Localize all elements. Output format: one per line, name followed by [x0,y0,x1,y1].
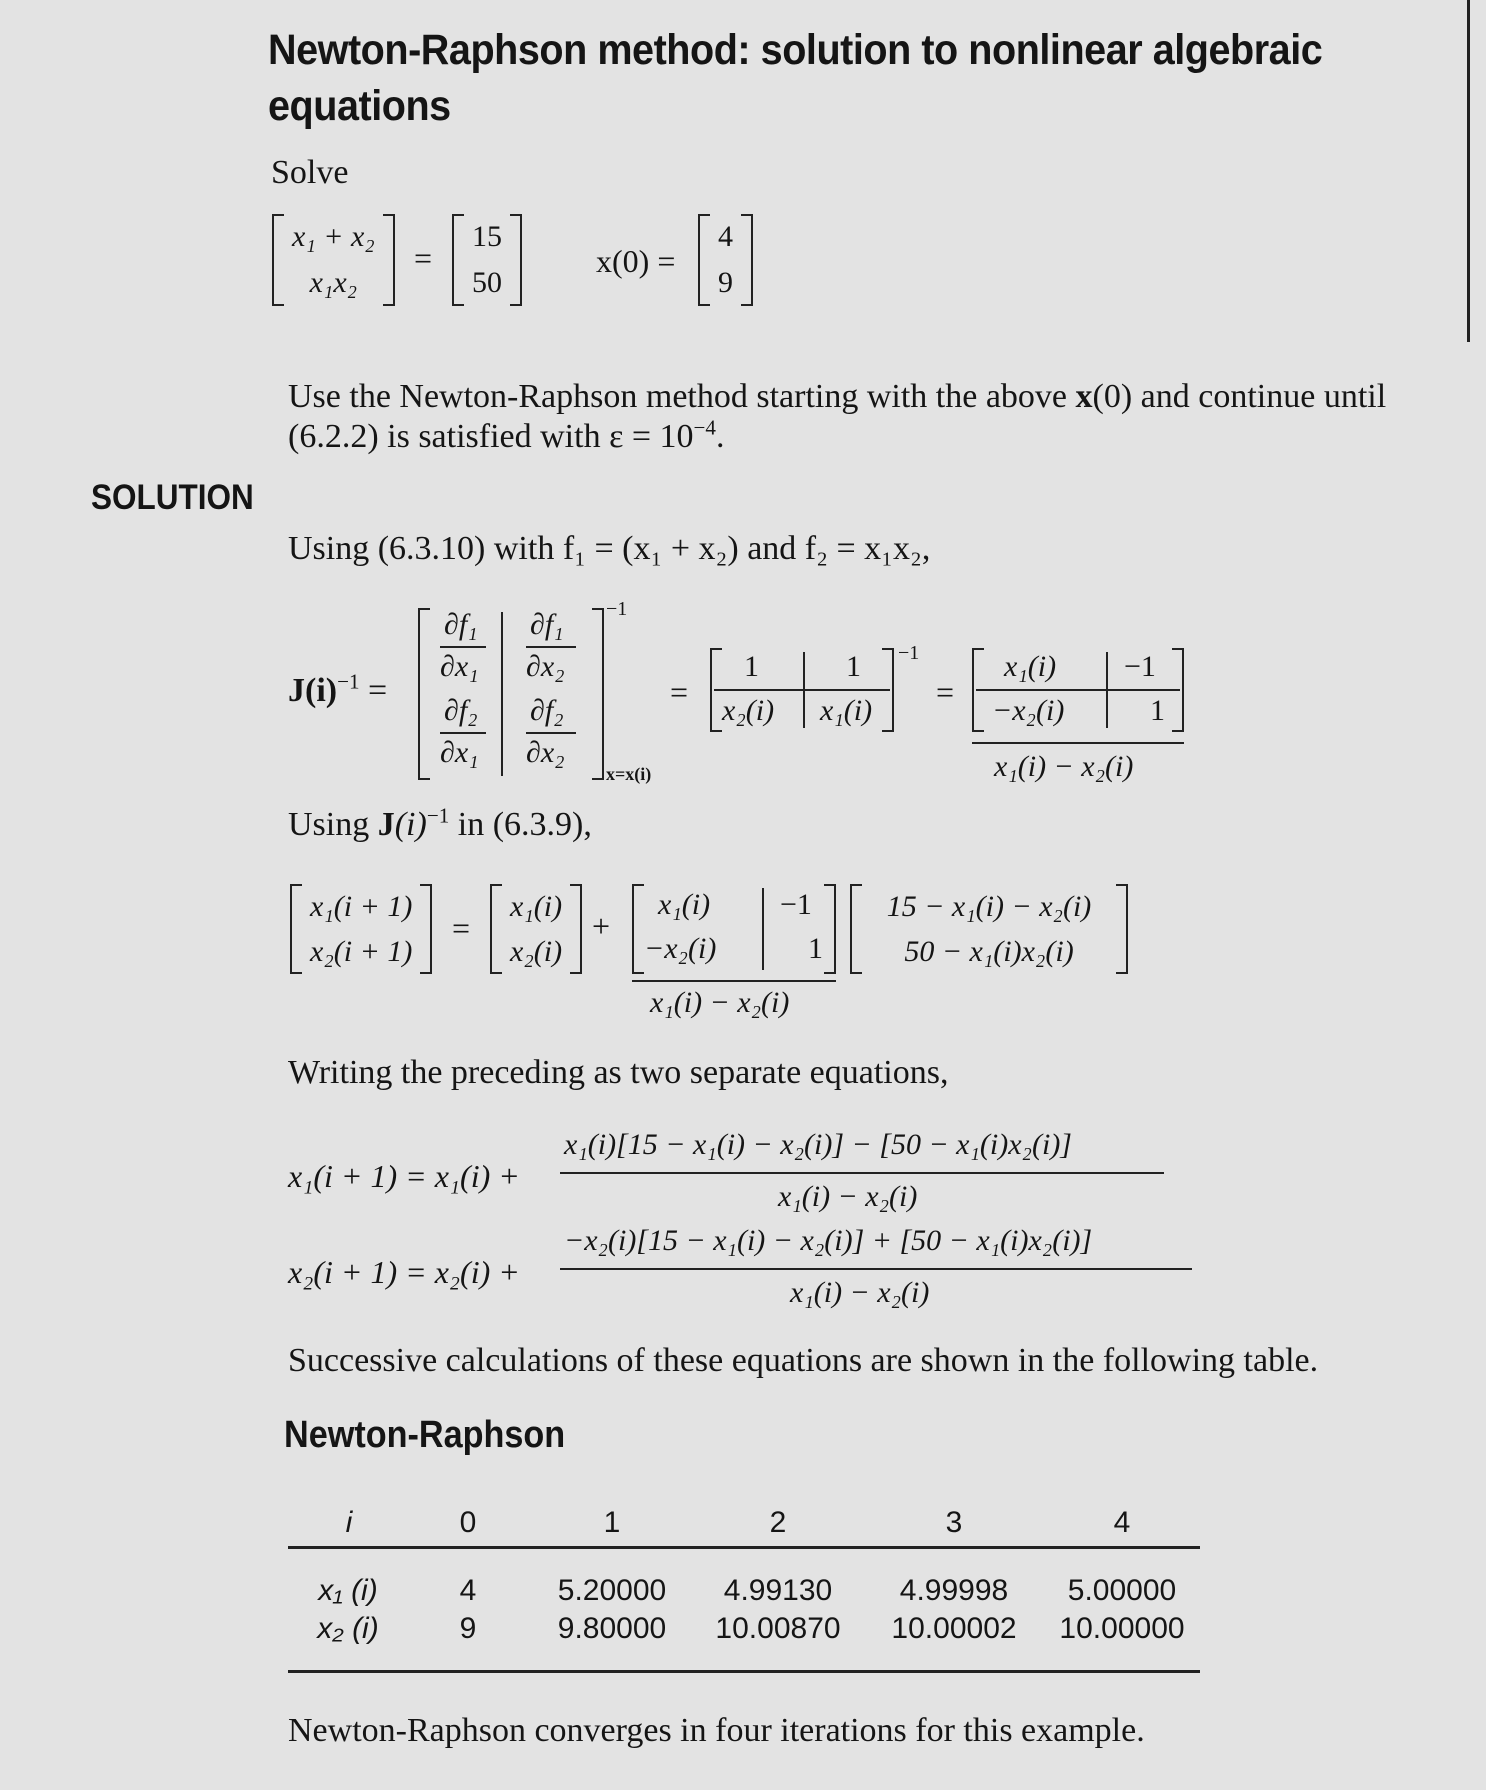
jacobian-lhs-exp: −1 [337,669,360,694]
table-cell: 10.00002 [891,1612,1017,1645]
equals-sign: = [936,674,955,710]
right-matrix-vline [1106,652,1108,728]
eq2-fraction-line [560,1268,1192,1270]
x0-matrix [698,214,753,306]
update-minus-one: −1 [780,888,812,921]
eq1-numerator: x₁(i)[15 − x₁(i) − x₂(i)] − [50 − x₁(i)x₂(i)] [564,1128,1072,1161]
equals-sign: = [670,674,689,710]
jacobian-lhs [288,669,388,710]
jacobian-eq: = [368,672,388,709]
table-cell: 4 [459,1574,477,1607]
update-x1: x₁(i) [658,888,711,921]
table-cell: 10.00870 [715,1612,841,1645]
mid-matrix-vline [803,652,805,728]
successive-line: Successive calculations of these equations are shown in the following table. [288,1342,1319,1379]
residual-matrix [850,884,1128,974]
jacobian-inverse-exp: −1 [606,598,628,620]
partial-x1: ∂x₁ [440,650,479,683]
table-cell: 9.80000 [557,1612,667,1645]
table-row-label: x₂ (i) [317,1612,379,1645]
x0-label: x(0) = [596,243,676,279]
partial-frac-line [526,732,576,734]
using-j-exp: −1 [426,803,450,828]
mid-x2: x₂(i) [722,694,775,727]
jacobian-col-divider [501,612,503,776]
eq1-fraction-line [560,1172,1164,1174]
table-title: Newton-Raphson [284,1414,566,1456]
right-neg-x2: −x₂(i) [992,694,1065,727]
solve-label: Solve [271,154,349,191]
using-j-line [288,803,592,844]
partial-f1b: ∂f₁ [530,608,564,641]
table-cell: 4.99998 [899,1574,1009,1607]
page-edge-rule [1467,0,1470,342]
current-x1: x₁(i) [510,889,563,923]
rhs-row-2: 50 [472,266,502,299]
instruction-bold-x: x [1075,378,1093,415]
mid-one-a: 1 [744,650,759,683]
eq1-denominator: x₁(i) − x₂(i) [778,1180,918,1213]
lhs-matrix [272,214,395,306]
table-header-i: i [345,1506,353,1539]
table-header-0: 0 [459,1506,477,1539]
eq2-numerator: −x₂(i)[15 − x₁(i) − x₂(i)] + [50 − x₁(i)x₂(i)] [564,1224,1093,1257]
right-fraction-line [972,742,1184,744]
using-j-end: in (6.3.9), [449,806,592,843]
partial-x2: ∂x₂ [526,650,565,683]
instruction-line-2 [288,415,725,456]
using-j-bold: J [377,806,395,843]
mid-matrix-hline [714,689,890,691]
partial-frac-line [526,646,576,648]
table-header-2: 2 [769,1506,787,1539]
equals-sign: = [452,910,471,946]
mid-one-b: 1 [846,650,861,683]
page-title: Newton-Raphson method: solution to nonlinear algebraic equations [268,26,1323,130]
residual-2: 50 − x₁(i)x₂(i) [904,934,1074,968]
table-cell: 9 [459,1612,477,1645]
table-cell: 10.00000 [1059,1612,1185,1645]
right-denominator: x₁(i) − x₂(i) [994,750,1134,783]
right-x1: x₁(i) [1004,650,1057,683]
lhs-row-2: x₁x₂ [309,266,358,299]
mid-inverse-exp: −1 [898,642,920,664]
update-fraction-line [632,980,836,982]
conclusion-line: Newton-Raphson converges in four iterations for this example. [288,1712,1145,1749]
partial-f2b: ∂f₂ [530,694,564,727]
next-x-matrix [290,884,432,974]
partial-f2: ∂f₂ [444,694,478,727]
residual-1: 15 − x₁(i) − x₂(i) [886,889,1092,923]
table-row-label: x₁ (i) [318,1574,378,1607]
table-header-1: 1 [603,1506,621,1539]
using-j-post: (i) [394,806,427,843]
using-line: Using (6.3.10) with f₁ = (x₁ + x₂) and f₂ = x₁x₂, [288,530,931,567]
instruction-end: . [715,418,725,455]
partial-frac-line [440,732,486,734]
plus-sign: + [592,908,611,944]
table-header-rule [288,1546,1200,1549]
table-cell: 4.99130 [723,1574,833,1607]
eq2-denominator: x₁(i) − x₂(i) [790,1276,930,1309]
rhs-matrix [452,214,522,306]
partial-x1b: ∂x₁ [440,736,479,769]
next-x2: x₂(i + 1) [310,934,413,968]
jacobian-eval-at: x=x(i) [606,764,652,784]
partial-x2b: ∂x₂ [526,736,565,769]
current-x2: x₂(i) [510,934,563,968]
current-x-matrix [490,884,582,974]
right-minus-one: −1 [1124,650,1156,683]
instruction-exp: −4 [693,415,716,440]
next-x1: x₁(i + 1) [310,889,413,923]
table-cell: 5.20000 [557,1574,667,1607]
equals-sign: = [414,240,433,276]
right-one: 1 [1150,694,1165,727]
x0-row-2: 9 [718,266,733,299]
rhs-row-1: 15 [472,220,502,253]
partial-frac-line [440,646,486,648]
update-one: 1 [808,932,823,965]
eq1-lhs: x₁(i + 1) = x₁(i) + [288,1158,520,1194]
x0-row-1: 4 [718,220,733,253]
solution-label: SOLUTION [91,478,254,517]
eq2-lhs: x₂(i + 1) = x₂(i) + [288,1254,520,1290]
table-bottom-rule [288,1670,1200,1673]
update-inverse-vline [762,888,764,970]
mid-x1: x₁(i) [820,694,873,727]
lhs-row-1: x₁ + x₂ [292,220,375,253]
instruction-line-1 [288,378,1386,416]
instruction-post: (0) and continue until [1092,378,1387,415]
partial-f1: ∂f₁ [444,608,478,641]
jacobian-lhs-text: J(i) [288,672,338,709]
instruction-pre: Use the Newton-Raphson method starting with the above [288,378,1076,415]
table-cell: 5.00000 [1067,1574,1177,1607]
update-denominator: x₁(i) − x₂(i) [650,986,790,1019]
right-matrix-hline [976,689,1180,691]
update-neg-x2: −x₂(i) [644,932,717,965]
writing-line: Writing the preceding as two separate equations, [288,1054,949,1091]
using-j-pre: Using [288,806,378,843]
table-header-3: 3 [945,1506,963,1539]
instruction-eps: (6.2.2) is satisfied with ε = 10 [288,418,694,455]
table-header-4: 4 [1113,1506,1131,1539]
